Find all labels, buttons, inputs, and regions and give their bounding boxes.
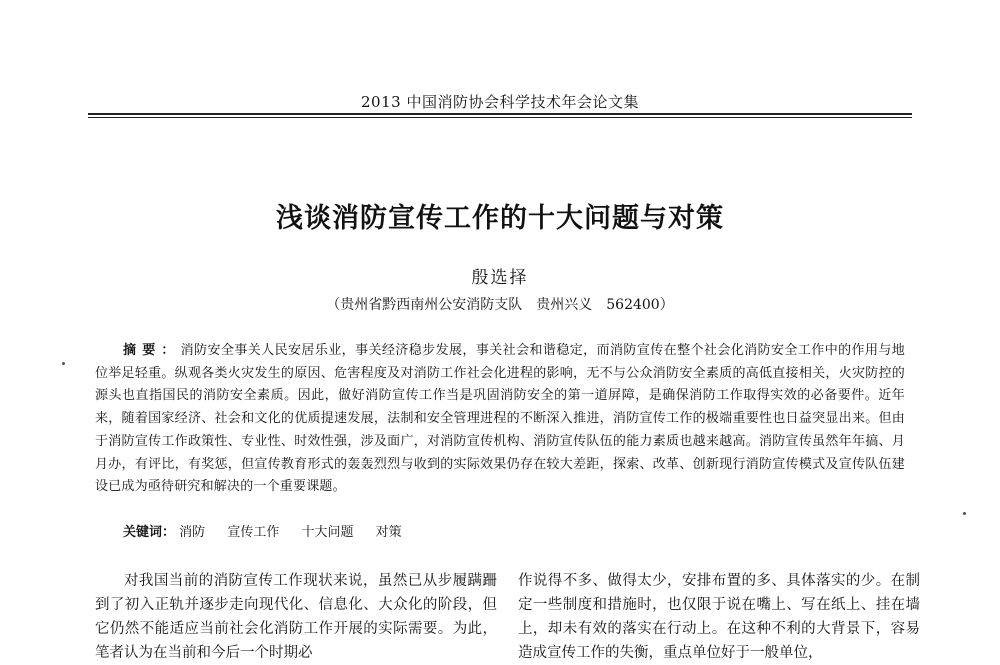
author-name: 殷选择 [471,268,529,288]
keyword: 消防 [179,525,206,540]
body-column-right: 作说得不多、做得太少，安排布置的多、具体落实的少。在制定一些制度和措施时，也仅限于说在嘴上、写在纸上、挂在墙上，却未有效的落实在行动上。在这种不利的大背景下，容易造成宣传工作的失衡，重点单位好于一般单位， [518,573,920,661]
keyword: 对策 [375,525,402,540]
running-header: 2013 中国消防协会科学技术年会论文集 [361,93,639,111]
keyword: 十大问题 [301,525,354,540]
abstract-label: 摘要： [123,343,181,358]
author-affiliation: （贵州省黔西南州公安消防支队 贵州兴义 562400） [326,297,674,313]
keyword: 宣传工作 [227,525,280,540]
header-rule-thick [88,113,912,115]
paper-title: 浅谈消防宣传工作的十大问题与对策 [276,203,724,234]
abstract [95,340,905,499]
abstract-text: 消防安全事关人民安居乐业，事关经济稳步发展，事关社会和谐稳定，而消防宣传在整个社会化消防安全工作中的作用与地位举足轻重。纵观各类火灾发生的原因、危害程度及对消防工作社会化进程的影响，无不与公众消防安全素质的高低直接相关，火灾防控的源头也直指国民的消防安全素质。因此，做好消防宣传工作当是巩固消防安全的第一道屏障，是确保消防工作取得实效的必备要件。近年来，随着国家经济、社会和文化的优质提速发展，法制和安全管理进程的不断深入推进，消防宣传工作的极端重要性也日益突显出来。但由于消防宣传工作政策性、专业性、时效性强，涉及面广，对消防宣传机构、消防宣传队伍的能力素质也越来越高。消防宣传虽然年年搞、月月办，有评比，有奖惩，但宣传教育形式的轰轰烈烈与收到的实际效果仍存在较大差距，探索、改革、创新现行消防宣传模式及宣传队伍建设已成为亟待研究和解决的一个重要课题。 [95,343,905,495]
scan-speck [963,512,966,515]
header-rule-thin [88,117,912,118]
keywords-label: 关键词： [123,525,176,540]
keywords [123,521,420,540]
body-column-left: 对我国当前的消防宣传工作现状来说，虽然已从步履蹒跚到了初入正轨并逐步走向现代化、信息化、大众化的阶段，但它仍然不能适应当前社会化消防工作开展的实际需要。为此，笔者认为在当前和今后一个时期必 [95,573,497,661]
scan-speck [62,362,65,365]
